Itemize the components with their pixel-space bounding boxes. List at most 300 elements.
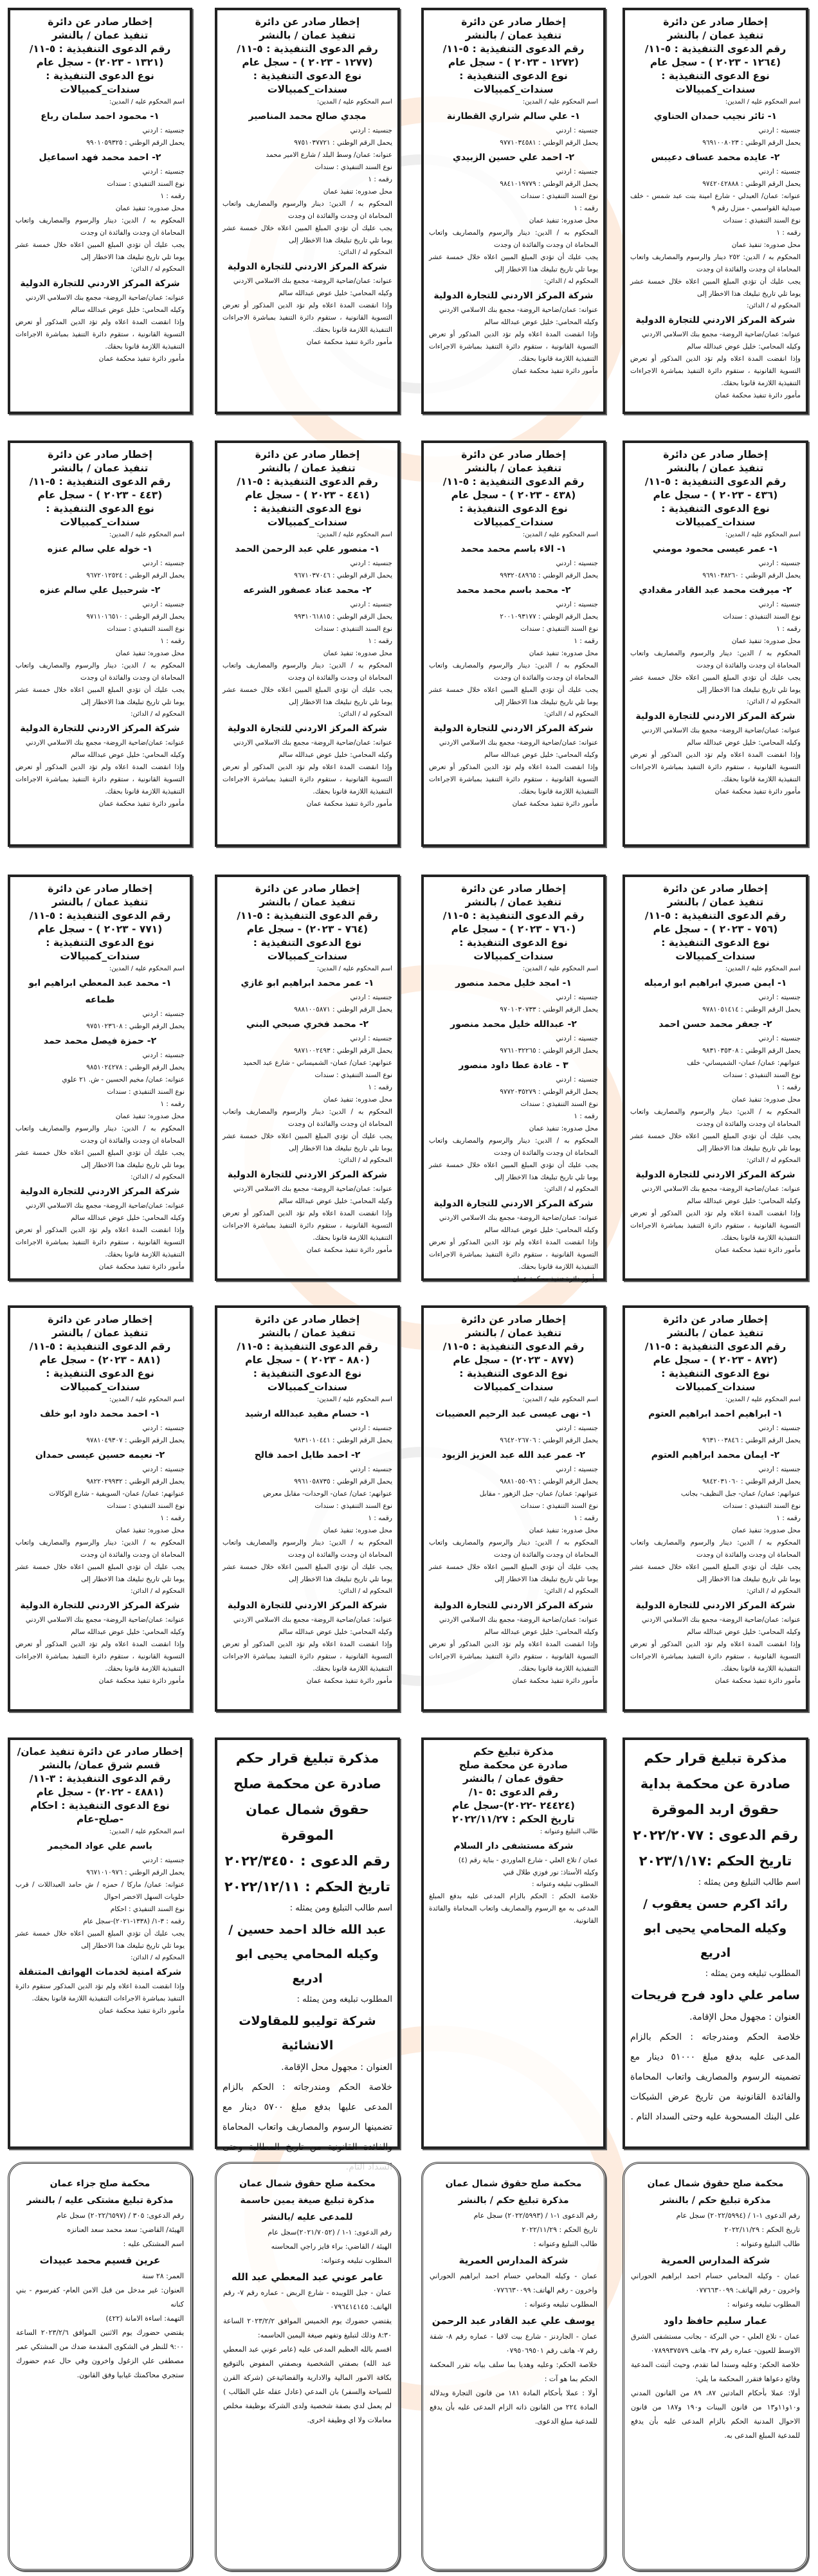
debtor-name: ٢- شرحبيل علي سالم عنزه <box>39 585 161 595</box>
case-type-label: نوع الدعوى التنفيذية : <box>46 937 154 948</box>
court-notice <box>421 1737 606 2149</box>
creditor-address: عنوانه: عمان/ضاحية الروضة- مجمع بنك الاسلامي الاردني <box>25 1616 185 1624</box>
debtor-national-id <box>429 178 598 190</box>
notice-title: تنفيذ عمان / بالنشر <box>667 462 764 474</box>
warning-text: وإذا انقضت المدة اعلاه ولم تؤد الدين المذكور أو تعرض التسوية القانونية ، ستقوم دائرة التنفيذ بمباشرة الاجراءات التنفيذية اللازمة قانونا بحقك. <box>630 1640 801 1673</box>
execution-notice <box>421 875 606 1281</box>
deed-type: نوع السند التنفيذي : سندات <box>314 1502 392 1510</box>
signature: مأمور دائرة تنفيذ محكمة عمان <box>98 800 185 808</box>
debtor-national-id <box>223 1004 392 1016</box>
case-type-label: نوع الدعوى التنفيذية : <box>253 70 362 82</box>
deed-number: رقمه : ١ <box>776 229 801 237</box>
party-name: عمار سليم حافظ داود <box>663 2315 768 2327</box>
case-type: سندات_كمبيالات <box>675 516 756 528</box>
debtor-nationality: جنسيته : اردني <box>350 559 392 567</box>
case-number: رقم الدعوى التنفيذية : ٥-١١/ <box>644 43 786 55</box>
creditor-address: عنوانه: عمان/ضاحية الروضة- مجمع بنك الاسلامي الاردني <box>25 1202 185 1210</box>
notice-title: تنفيذ عمان / بالنشر <box>465 30 562 41</box>
creditor-label: المحكوم له / الدائن: <box>747 302 801 309</box>
national-id-label: يحمل الرقم الوطني : <box>538 572 598 579</box>
national-id-label: يحمل الرقم الوطني : <box>538 613 598 621</box>
case-number: (٧٦٠ - ٢٠٢٣ ) - سجل عام <box>451 923 576 935</box>
amount-part: دينار والرسوم والمصاريف واتعاب المحاماة ان وجدت والفائدة ان وجدت <box>15 662 185 682</box>
debtor-nationality: جنسيته : اردني <box>142 1424 185 1432</box>
debtor-name: ٢- ايمان محمد ابراهيم العتوم <box>651 1450 780 1460</box>
amount-part: دينار والرسوم والمصاريف واتعاب المحاماة ان وجدت والفائدة ان وجدت <box>15 217 185 237</box>
notice-heading: إخطار صادر عن دائرة تنفيذ عمان/ <box>17 1746 183 1757</box>
notice-heading: تاريخ الحكم :٢٠٢٣/١/١٧ <box>639 1853 792 1869</box>
case-type: سندات_كمبيالات <box>267 950 348 962</box>
debtor-nationality: جنسيته : اردني <box>758 993 801 1001</box>
deed-type: نوع السند التنفيذي : سندات <box>520 625 598 633</box>
notice-text: المطلوب تبليغه وعنوانه : <box>524 2300 597 2308</box>
debtor-label: اسم المحكوم عليه / المدين: <box>725 1396 801 1403</box>
amount-part: المحكوم به / الدين: <box>737 649 801 657</box>
creditor-label: المحكوم له / الدائن: <box>544 711 598 718</box>
notice-heading: مذكرة تبليغ مشتكى عليه / بالنشر <box>26 2195 174 2206</box>
case-type-label: نوع الدعوى التنفيذية : <box>253 503 362 514</box>
notice-title: إخطار صادر عن دائرة <box>48 1314 152 1325</box>
party-name: عامر عوني عبد المعطي عبد الله <box>231 2271 384 2283</box>
notice-heading: قسم شرق عمان/ بالنشر <box>39 1759 161 1771</box>
national-id-value: ٩٧٤٢٠٤٢٨٨٨ <box>702 180 739 188</box>
warning-text: وإذا انقضت المدة اعلاه ولم تؤد الدين المذكور أو تعرض التسوية القانونية ، ستقوم دائرة التنفيذ بمباشرة الاجراءات التنفيذية اللازمة قانونا بحقك. <box>630 751 801 783</box>
national-id-label: يحمل الرقم الوطني : <box>332 613 392 621</box>
notice-title: إخطار صادر عن دائرة <box>461 883 566 894</box>
notice-text: رقم الدعوى: ٣٠٥ / (٢٠٢٢/٦٥٩٧) سجل عام <box>56 2211 184 2220</box>
debtor-nationality: جنسيته : اردني <box>350 1465 392 1473</box>
debtor-name: ١- محمد عبد المعطي ابراهيم ابو طماعه <box>28 978 172 1005</box>
field-label: اسم المحكوم عليه / المدين: <box>109 1828 185 1835</box>
notice-heading: مذكرة تبليغ حكم / بالنشر <box>458 2195 569 2206</box>
party-name: شركة توليبو للمقاولات الانشائية <box>239 2014 376 2053</box>
case-type-label: نوع الدعوى التنفيذية : <box>459 503 568 514</box>
creditor-label: المحكوم له / الدائن: <box>338 249 392 256</box>
debtor-label: اسم المحكوم عليه / المدين: <box>725 98 801 105</box>
signature: مأمور دائرة تنفيذ محكمة عمان <box>306 1246 392 1254</box>
issue-place: محل صدوره: تنفيذ عمان <box>115 1112 185 1120</box>
creditor-name: شركة المركز الاردني للتجارة الدولية <box>227 723 388 734</box>
issue-place: محل صدوره: تنفيذ عمان <box>115 204 185 212</box>
execution-notice <box>623 8 808 414</box>
signature: مأمور دائرة تنفيذ محكمة عمان <box>306 1677 392 1685</box>
notice-heading: مذكرة تبليغ حكم <box>473 1746 554 1757</box>
notice-text: عمان - تلاع العلي - حي البركة - بجانب مستشفى الشرق الاوسط للعيون- عماره رقم ٣٧- هاتف ٠٧٨٩٩٣٧٥٧٩ <box>631 2332 800 2355</box>
national-id-label: يحمل الرقم الوطني : <box>124 139 185 147</box>
creditor-lawyer: وكيله المحامي: خليل عوض عبدالله سالم <box>484 751 598 759</box>
deed-number: رقمه : ١ <box>574 637 598 645</box>
issue-place: محل صدوره: تنفيذ عمان <box>529 649 598 657</box>
deed-number: رقمه : ١ <box>368 176 392 183</box>
notice-text: العنوان : مجهول محل الإقامة. <box>281 2062 392 2073</box>
notice-heading: تاريخ الحكم : ٢٠٢٢/١١/٢٧ <box>452 1813 575 1825</box>
debtor-national-id <box>15 1435 185 1447</box>
warning-text: وإذا انقضت المدة اعلاه ولم تؤد الدين المذكور أو تعرض التسوية القانونية ، ستقوم دائرة التنفيذ بمباشرة الاجراءات التنفيذية اللازمة قانونا بحقك. <box>15 318 185 350</box>
creditor-label: المحكوم له / الدائن: <box>338 1588 392 1595</box>
case-number: (٨٨١ - ٢٠٢٣) - سجل عام <box>39 1354 161 1366</box>
notice-text: عمان / تلاع العلي - شارع الماوردي - بناية رقم (٤) <box>458 1856 598 1864</box>
debtor-nationality: جنسيته : اردني <box>142 601 185 608</box>
case-number: (٧٦٤ - ٢٠٢٣) - سجل عام <box>246 923 368 935</box>
debtor-nationality: جنسيته : اردني <box>556 1035 598 1042</box>
signature: مأمور دائرة تنفيذ محكمة عمان <box>98 355 185 363</box>
case-type-label: نوع الدعوى التنفيذية : <box>46 1368 154 1379</box>
national-id-value: ٩٧٦١٠٣٢٢٦٥ <box>500 1047 536 1055</box>
notice-title: إخطار صادر عن دائرة <box>663 883 768 894</box>
debtor-name: ٢- محمد باسم محمد محمد <box>456 585 571 595</box>
creditor-name: شركة المركز الاردني للتجارة الدولية <box>635 315 795 325</box>
judgment-amount <box>429 227 598 251</box>
deed-number: رقمه : ١ <box>776 1084 801 1091</box>
deed-number: رقمه : ١ <box>574 1514 598 1522</box>
amount-part: دينار والرسوم والمصاريف واتعاب المحاماة ان وجدت والفائدة ان وجدت <box>630 1108 801 1128</box>
creditor-lawyer: وكيله المحامي: خليل عوض عبدالله سالم <box>278 1628 392 1636</box>
notice-heading: حقوق اربد الموقرة <box>651 1802 779 1817</box>
case-type-label: نوع الدعوى التنفيذية : <box>46 503 154 514</box>
signature: مأمور دائرة تنفيذ محكمة عمان <box>714 1677 801 1685</box>
case-type-label: نوع الدعوى التنفيذية : <box>459 70 568 82</box>
party-name: عبد الله خالد احمد حسين / <box>228 1923 386 1937</box>
debtor-name: ١- محمود احمد سلمان رباع <box>41 111 159 122</box>
notice-title: إخطار صادر عن دائرة <box>48 449 152 460</box>
case-number: رقم الدعوى التنفيذية : ٥-١١/ <box>644 476 786 487</box>
payment-instruction: يجب عليك أن تؤدي المبلغ المبين اعلاه خلال خمسة عشر يوما تلي تاريخ تبليغك هذا الاخطار إلى <box>15 686 185 706</box>
creditor-address: عنوانه: عمان/ضاحية الروضة- مجمع بنك الاسلامي الاردني <box>25 739 185 747</box>
creditor-label: المحكوم له / الدائن: <box>544 1588 598 1595</box>
debtor-name: ١- الاء باسم محمد محمد <box>460 544 567 554</box>
creditor-lawyer: وكيله المحامي: خليل عوض عبدالله سالم <box>71 751 185 759</box>
national-id-label: يحمل الرقم الوطني : <box>332 1047 392 1055</box>
national-id-value: ٩٨٧١٠٠٢٤٩٣ <box>294 1047 331 1055</box>
deed-type: نوع السند التنفيذي : سندات <box>520 192 598 200</box>
creditor-lawyer: وكيله المحامي: خليل عوض عبدالله سالم <box>278 751 392 759</box>
notice-text: المطلوب تبليغه وعنوانه : <box>727 2300 800 2308</box>
creditor-lawyer: وكيله المحامي: خليل عوض عبدالله سالم <box>71 306 185 314</box>
debtor-nationality: جنسيته : اردني <box>350 601 392 608</box>
case-type-label: نوع الدعوى التنفيذية : <box>661 503 770 514</box>
execution-notice <box>8 1305 192 1712</box>
case-type: سندات_كمبيالات <box>267 516 348 528</box>
signature: مأمور دائرة تنفيذ محكمة عمان <box>512 800 598 808</box>
national-id-label: يحمل الرقم الوطني : <box>124 1478 185 1485</box>
national-id-label: يحمل الرقم الوطني : <box>538 1088 598 1096</box>
debtor-address: عنوانه: عمان/ وسط البلد / شارع الامير محمد <box>266 151 392 159</box>
national-id-label: يحمل الرقم الوطني : <box>124 572 185 579</box>
national-id-value: ٩٦٧١٠٣٧٠٤٦ <box>294 572 331 579</box>
warning-text: وإذا انقضت المدة اعلاه ولم تؤد الدين المذكور أو تعرض التسوية القانونية ، ستقوم دائرة التنفيذ بمباشرة الاجراءات التنفيذية اللازمة قانونا بحقك. <box>15 1640 185 1673</box>
debtor-nationality: جنسيته : اردني <box>142 127 185 134</box>
execution-notice <box>8 875 192 1281</box>
issue-place: محل صدوره: تنفيذ عمان <box>323 188 392 195</box>
notice-text: طالب التبليغ وعنوانه : <box>533 2240 597 2248</box>
notice-title: إخطار صادر عن دائرة <box>663 16 768 28</box>
case-type-label: نوع الدعوى التنفيذية : <box>253 937 362 948</box>
party-name: باسم علي عواد المخيمر <box>48 1841 152 1851</box>
debtor-national-id <box>223 611 392 623</box>
party-name: شركة مستشفى دار السلام <box>453 1841 574 1851</box>
amount-part: المحكوم به / الدين: <box>122 1539 185 1547</box>
debtor-name: ٢- عايده محمد عساف دعيبس <box>651 152 780 163</box>
case-number: رقم الدعوى التنفيذية : ٥-١١/ <box>442 476 585 487</box>
payment-instruction: يجب عليك أن تؤدي المبلغ المبين اعلاه خلال خمسة عشر يوما تلي تاريخ تبليغك هذا الاخطار إلى <box>630 1132 801 1152</box>
notice-text: يجب عليك أن تؤدي المبلغ المبين اعلاه خلال خمسة عشر يوما تلي تاريخ تبليغك هذا الاخطار إلى <box>15 1930 185 1950</box>
deed-type: نوع السند التنفيذي : سندات <box>107 1502 185 1510</box>
debtor-national-id <box>429 611 598 623</box>
notice-title: إخطار صادر عن دائرة <box>461 449 566 460</box>
court-notice <box>623 1737 808 2149</box>
deed-number: رقمه : ١ <box>160 1100 185 1108</box>
case-number: رقم الدعوى التنفيذية : ٥-١١/ <box>237 910 378 921</box>
issue-place: محل صدوره: تنفيذ عمان <box>323 1096 392 1103</box>
issue-place: محل صدوره: تنفيذ عمان <box>731 1096 801 1103</box>
debtor-nationality: جنسيته : اردني <box>556 1424 598 1432</box>
issue-place: محل صدوره: تنفيذ عمان <box>529 217 598 224</box>
notice-text: وإذا انقضت المدة اعلاه ولم تؤد الدين المذكور ستقوم دائرة التنفيذ بمباشرة الاجراءات التنفيذية اللازمة قانونا بحقك. <box>15 1982 185 2002</box>
field-label: المطلوب تبليغه ومن يمثله : <box>705 1969 801 1979</box>
debtor-nationality: جنسيته : اردني <box>758 1035 801 1042</box>
amount-part: المحكوم به / الدين: <box>329 1539 392 1547</box>
party-name: شركة المدارس العمرية <box>660 2254 770 2266</box>
creditor-address: عنوانه: عمان/ضاحية الروضة- مجمع بنك الاسلامي الاردني <box>439 306 598 314</box>
execution-notice <box>421 440 606 847</box>
party-name: رائد اكرم حسن يعقوب / <box>643 1897 788 1911</box>
judgment-amount <box>15 1123 185 1147</box>
amount-part: دينار والرسوم والمصاريف واتعاب المحاماة ان وجدت والفائدة ان وجدت <box>429 229 598 249</box>
national-id-value: ٩٩٠١٠٥٩٣٢٥ <box>86 139 123 147</box>
payment-instruction: يجب عليك أن تؤدي المبلغ المبين اعلاه خلال خمسة عشر يوما تلي تاريخ تبليغك هذا الاخطار إلى <box>429 1563 598 1583</box>
notice-text: طالب التبليغ وعنوانه : <box>736 2240 800 2248</box>
case-number: رقم الدعوى التنفيذية : ٥-١١/ <box>29 43 171 55</box>
debtor-national-id <box>429 1476 598 1488</box>
creditor-address: عنوانه: عمان/ضاحية الروضة- مجمع بنك الاسلامي الاردني <box>641 1185 801 1193</box>
debtor-label: اسم المحكوم عليه / المدين: <box>522 965 598 972</box>
debtor-national-id <box>630 1045 801 1057</box>
debtor-national-id <box>223 137 392 149</box>
creditor-address: عنوانه: عمان/ضاحية الروضة- مجمع بنك الاسلامي الاردني <box>641 727 801 734</box>
field-label: المطلوب تبليغه ومن يمثله : <box>296 1995 392 2004</box>
case-number: رقم الدعوى التنفيذية : ٥-١١/ <box>644 1341 786 1352</box>
warning-text: وإذا انقضت المدة اعلاه ولم تؤد الدين المذكور أو تعرض التسوية القانونية ، ستقوم دائرة التنفيذ بمباشرة الاجراءات التنفيذية اللازمة قانونا بحقك. <box>223 302 392 334</box>
notice-text: المطلوب تبليغه وعنوانه: <box>321 2256 392 2265</box>
debtor-national-id <box>223 570 392 582</box>
execution-notice <box>8 440 192 847</box>
amount-part: دينار والرسوم والمصاريف واتعاب المحاماة ان وجدت والفائدة ان وجدت <box>15 1125 185 1145</box>
national-id-label: يحمل الرقم الوطني : <box>332 572 392 579</box>
field-label: المحكوم له / الدائن: <box>131 1954 185 1961</box>
case-number: (١٢٦٤ - ٢٠٢٣ ) - سجل عام <box>650 57 781 68</box>
notice-title: تنفيذ عمان / بالنشر <box>259 30 356 41</box>
creditor-name: شركة المركز الاردني للتجارة الدولية <box>227 1601 388 1611</box>
deed-number: رقمه : ١ <box>776 1514 801 1522</box>
creditor-label: المحكوم له / الدائن: <box>338 1157 392 1164</box>
national-id-value: ٩٦٣١٠٠٣٨٤٦ <box>702 1437 739 1444</box>
court-notice <box>8 2162 192 2571</box>
notice-heading: مذكرة تبليغ قرار حكم <box>235 1750 379 1766</box>
judgment-amount <box>429 1135 598 1159</box>
notice-text: نوع السند التنفيذي : احكام <box>110 1905 185 1913</box>
field-label: المطلوب تبليغه وعنوانه : <box>532 1881 598 1888</box>
national-id-label: يحمل الرقم الوطني : <box>538 139 598 147</box>
warning-text: وإذا انقضت المدة اعلاه ولم تؤد الدين المذكور أو تعرض التسوية القانونية ، ستقوم دائرة التنفيذ بمباشرة الاجراءات التنفيذية اللازمة قانونا بحقك. <box>630 355 801 387</box>
notice-title: تنفيذ عمان / بالنشر <box>259 896 356 908</box>
debtor-name: ١- علي سالم شراري القطارنة <box>446 111 581 122</box>
amount-part: المحكوم به / الدين: <box>329 662 392 669</box>
debtor-nationality: جنسيته : اردني <box>556 1076 598 1084</box>
debtor-nationality: جنسيته : اردني <box>142 168 185 176</box>
judgment-amount <box>15 660 185 684</box>
notice-heading: تاريخ الحكم : ٢٠٢٢/١٢/١١ <box>224 1879 390 1894</box>
national-id-value: ٩٧٧٢٠٣٥٢٧٩ <box>500 1088 536 1096</box>
creditor-label: المحكوم له / الدائن: <box>544 278 598 285</box>
case-number: رقم الدعوى التنفيذية : ٥-١١/ <box>29 1341 171 1352</box>
creditor-lawyer: وكيله المحامي: خليل عوض عبدالله سالم <box>278 1197 392 1205</box>
issue-place: محل صدوره: تنفيذ عمان <box>115 649 185 657</box>
debtor-name: ٢- محمد عناد عصفور الشرعه <box>243 585 372 595</box>
payment-instruction: يجب عليك أن تؤدي المبلغ المبين اعلاه خلال خمسة عشر يوما تلي تاريخ تبليغك هذا الاخطار إلى <box>630 1563 801 1583</box>
debtor-national-id <box>630 1476 801 1488</box>
debtor-national-id <box>429 1045 598 1057</box>
national-id-label: يحمل الرقم الوطني : <box>740 1478 801 1485</box>
creditor-lawyer: وكيله المحامي: خليل عوض عبدالله سالم <box>687 1628 801 1636</box>
case-type-label: نوع الدعوى التنفيذية : <box>459 937 568 948</box>
notice-heading: (٤٨٨١ - ٢٠٢٢) - سجل عام <box>36 1786 164 1798</box>
national-id-label: يحمل الرقم الوطني : <box>740 1006 801 1013</box>
payment-instruction: يجب عليك أن تؤدي المبلغ المبين اعلاه خلال خمسة عشر يوما تلي تاريخ تبليغك هذا الاخطار إلى <box>223 1132 392 1152</box>
debtor-national-id <box>630 570 801 582</box>
notice-heading: صادرة عن محكمة صلح <box>459 1759 568 1771</box>
case-type: سندات_كمبيالات <box>267 84 348 95</box>
signature: مأمور دائرة تنفيذ محكمة عمان <box>512 1275 598 1283</box>
notice-text: يقتضي حضورك يوم الاثنين الموافق ٢٠٢٣/٢/٦ الساعة ٩:٠٠ للنظر في الشكوى المقدمة ضدك من المشتكي عمر مصطفى علي الزغول واخرون وفي حال عدم حضورك ستجري محاكمتك غيابيا وفق القانون. <box>16 2328 185 2379</box>
amount-part: المحكوم به / الدين: <box>122 217 185 224</box>
party-name: شركة المدارس العمرية <box>459 2254 568 2266</box>
notice-title: تنفيذ عمان / بالنشر <box>465 1327 562 1339</box>
notice-text: عمان - جبل اللويبده - شارع الربض - عماره رقم ٧- رقم الهاتف: ٠٧٩٦٤١٤١٤٥ <box>223 2289 392 2311</box>
deed-number: رقمه : ١ <box>368 1514 392 1522</box>
court-notice <box>421 2162 606 2571</box>
deed-type: نوع السند التنفيذي : سندات <box>723 1071 801 1079</box>
warning-text: وإذا انقضت المدة اعلاه ولم تؤد الدين المذكور أو تعرض التسوية القانونية ، ستقوم دائرة التنفيذ بمباشرة الاجراءات التنفيذية اللازمة قانونا بحقك. <box>223 763 392 795</box>
creditor-name: شركة المركز الاردني للتجارة الدولية <box>20 278 180 289</box>
debtor-nationality: جنسيته : اردني <box>142 1465 185 1473</box>
warning-text: وإذا انقضت المدة اعلاه ولم تؤد الدين المذكور أو تعرض التسوية القانونية ، ستقوم دائرة التنفيذ بمباشرة الاجراءات التنفيذية اللازمة قانونا بحقك. <box>15 1226 185 1258</box>
deed-number: رقمه : ١ <box>776 625 801 633</box>
debtor-name: ٢- نعيمه حسين عيسى حمدان <box>35 1450 165 1460</box>
debtor-national-id <box>223 1476 392 1488</box>
amount-part: دينار والرسوم والمصاريف واتعاب المحاماة ان وجدت والفائدة ان وجدت <box>630 649 801 669</box>
national-id-label: يحمل الرقم الوطني : <box>124 613 185 621</box>
national-id-label: يحمل الرقم الوطني : <box>538 1437 598 1444</box>
execution-notice <box>215 8 400 414</box>
execution-notice <box>421 8 606 414</box>
execution-notice <box>215 1305 400 1712</box>
debtor-national-id <box>15 1476 185 1488</box>
national-id-label: يحمل الرقم الوطني : <box>538 1478 598 1485</box>
notice-title: تنفيذ عمان / بالنشر <box>667 896 764 908</box>
payment-instruction: يجب عليك أن تؤدي المبلغ المبين اعلاه خلال خمسة عشر يوما تلي تاريخ تبليغك هذا الاخطار إلى <box>223 224 392 244</box>
debtor-address: عنوانه: عمان/ مخيم الحسين - ش. ٢١ علوي <box>62 1076 185 1084</box>
case-type-label: نوع الدعوى التنفيذية : <box>459 1368 568 1379</box>
notice-text: عمان - الجاردنز - شارع بيت لاقيا - عماره رقم ٨- شقة رقم ٧- هاتف رقم ٠٧٩٥٠٦٩٥٠١ <box>430 2332 597 2355</box>
notice-text: رقمه : ٣-١/ (١٣٣٨-٢٠٢١)-سجل عام <box>83 1918 185 1925</box>
deed-type: نوع السند التنفيذي : سندات <box>520 1502 598 1510</box>
debtor-label: اسم المحكوم عليه / المدين: <box>725 965 801 972</box>
creditor-label: المحكوم له / الدائن: <box>338 711 392 718</box>
amount-part: دينار والرسوم والمصاريف واتعاب المحاماة ان وجدت والفائدة ان وجدت <box>223 662 392 682</box>
national-id-label: يحمل الرقم الوطني : <box>740 1047 801 1055</box>
national-id-value: ٩٩٣١٠٦١٨١٥ <box>294 613 331 621</box>
issue-place: محل صدوره: تنفيذ عمان <box>529 1527 598 1534</box>
debtor-nationality: جنسيته : اردني <box>556 1465 598 1473</box>
debtor-nationality: جنسيته : اردني <box>556 127 598 134</box>
case-type: سندات_كمبيالات <box>60 516 140 528</box>
debtor-national-id <box>630 1435 801 1447</box>
national-id-label: يحمل الرقم الوطني : <box>332 1006 392 1013</box>
creditor-lawyer: وكيله المحامي: خليل عوض عبدالله سالم <box>484 1226 598 1234</box>
creditor-address: عنوانه: عمان/ضاحية الروضة- مجمع بنك الاسلامي الاردني <box>641 331 801 338</box>
national-id-value: ٩٩٣٢٠٤٨٩٦٥ <box>500 572 536 579</box>
notice-heading: حقوق شمال عمان الموقرة <box>246 1802 369 1843</box>
amount-part: دينار والرسوم والمصاريف واتعاب المحاماة ان وجدت والفائدة ان وجدت <box>223 1108 392 1128</box>
deed-number: رقمه : ١ <box>368 1084 392 1091</box>
debtor-nationality: جنسيته : اردني <box>556 559 598 567</box>
debtor-nationality: جنسيته : اردني <box>350 993 392 1001</box>
debtor-national-id <box>429 570 598 582</box>
debtor-name: ١- امجد خليل محمد منصور <box>455 978 572 988</box>
debtor-name: ٢- حمزة فيصل محمد حمد <box>43 1036 157 1046</box>
deed-number: رقمه : ١ <box>368 637 392 645</box>
national-id-label: يحمل الرقم الوطني : <box>538 180 598 188</box>
debtor-name: ١- عمر عيسى محمود مومني <box>652 544 779 554</box>
party-name: سامر علي داود فرح فريحات <box>631 1988 800 2002</box>
warning-text: وإذا انقضت المدة اعلاه ولم تؤد الدين المذكور أو تعرض التسوية القانونية ، ستقوم دائرة التنفيذ بمباشرة الاجراءات التنفيذية اللازمة قانونا بحقك. <box>429 1238 598 1271</box>
debtor-national-id <box>15 137 185 149</box>
debtor-nationality: جنسيته : اردني <box>556 601 598 608</box>
case-number: رقم الدعوى التنفيذية : ٥-١١/ <box>237 43 378 55</box>
deed-number: رقمه : ١ <box>160 1514 185 1522</box>
creditor-name: شركة المركز الاردني للتجارة الدولية <box>635 1601 795 1611</box>
party-name: عرين قسيم محمد عبيدات <box>39 2254 161 2266</box>
warning-text: وإذا انقضت المدة اعلاه ولم تؤد الدين المذكور أو تعرض التسوية القانونية ، ستقوم دائرة التنفيذ بمباشرة الاجراءات التنفيذية اللازمة قانونا بحقك. <box>15 763 185 795</box>
notice-heading: نوع الدعوى التنفيذية : احكام -صلح-عام <box>30 1800 170 1825</box>
field-label: اسم طالب التبليغ ومن يمثله : <box>289 1903 392 1913</box>
debtor-name: ٢- احمد محمد فهد اسماعيل <box>39 152 161 163</box>
case-number: رقم الدعوى التنفيذية : ٥-١١/ <box>442 910 585 921</box>
amount-part: المحكوم به / الدين: <box>535 1539 598 1547</box>
creditor-name: شركة المركز الاردني للتجارة الدولية <box>20 723 180 734</box>
national-id-label: يحمل الرقم الوطني : <box>740 1437 801 1444</box>
case-number: رقم الدعوى التنفيذية : ٥-١١/ <box>29 910 171 921</box>
creditor-lawyer: وكيله المحامي: خليل عوض عبدالله سالم <box>71 1628 185 1636</box>
deed-type: نوع السند التنفيذي : سندات <box>107 1088 185 1096</box>
debtor-address: عنوانهم: عمان/ عمان- جبل الزهور - مقابل <box>479 1490 598 1498</box>
issue-place: محل صدوره: تنفيذ عمان <box>323 649 392 657</box>
deed-type: نوع السند التنفيذي : سندات <box>723 217 801 224</box>
national-id-value: ٩٨٤١٠١٩٧٧٩ <box>500 180 536 188</box>
creditor-address: عنوانه: عمان/ضاحية الروضة- مجمع بنك الاسلامي الاردني <box>641 1616 801 1624</box>
national-id-label: يحمل الرقم الوطني : <box>332 1437 392 1444</box>
field-label: طالب التبليغ وعنوانه : <box>540 1828 598 1835</box>
debtor-nationality: جنسيته : اردني <box>758 127 801 134</box>
issue-place: محل صدوره: تنفيذ عمان <box>529 1125 598 1132</box>
debtor-national-id <box>630 1004 801 1016</box>
case-number: (٤٤٣ - ٢٠٢٣ ) - سجل عام <box>37 489 163 501</box>
debtor-national-id <box>630 137 801 149</box>
execution-notice <box>623 1305 808 1712</box>
notice-heading: مذكرة تبليغ حكم / بالنشر <box>660 2195 771 2206</box>
notice-text: اقسم بالله العظيم المدعى عليه (عامر عوني عبد المعطي عبد الله) بصفتي الشخصية وبصفتي المفوض بالتوقيع بكافة الامور المالية والادارية والقضائيةعن (شركة القرن للسياحة والسفر) بان المدعي (عادل عقله علي الطالب ) لم يعمل لدي بصفة شخصية ولدى الشركة بوظيفة مخلص معاملات ولا اي وظيفة اخرى. <box>223 2345 392 2424</box>
case-type-label: نوع الدعوى التنفيذية : <box>661 937 770 948</box>
